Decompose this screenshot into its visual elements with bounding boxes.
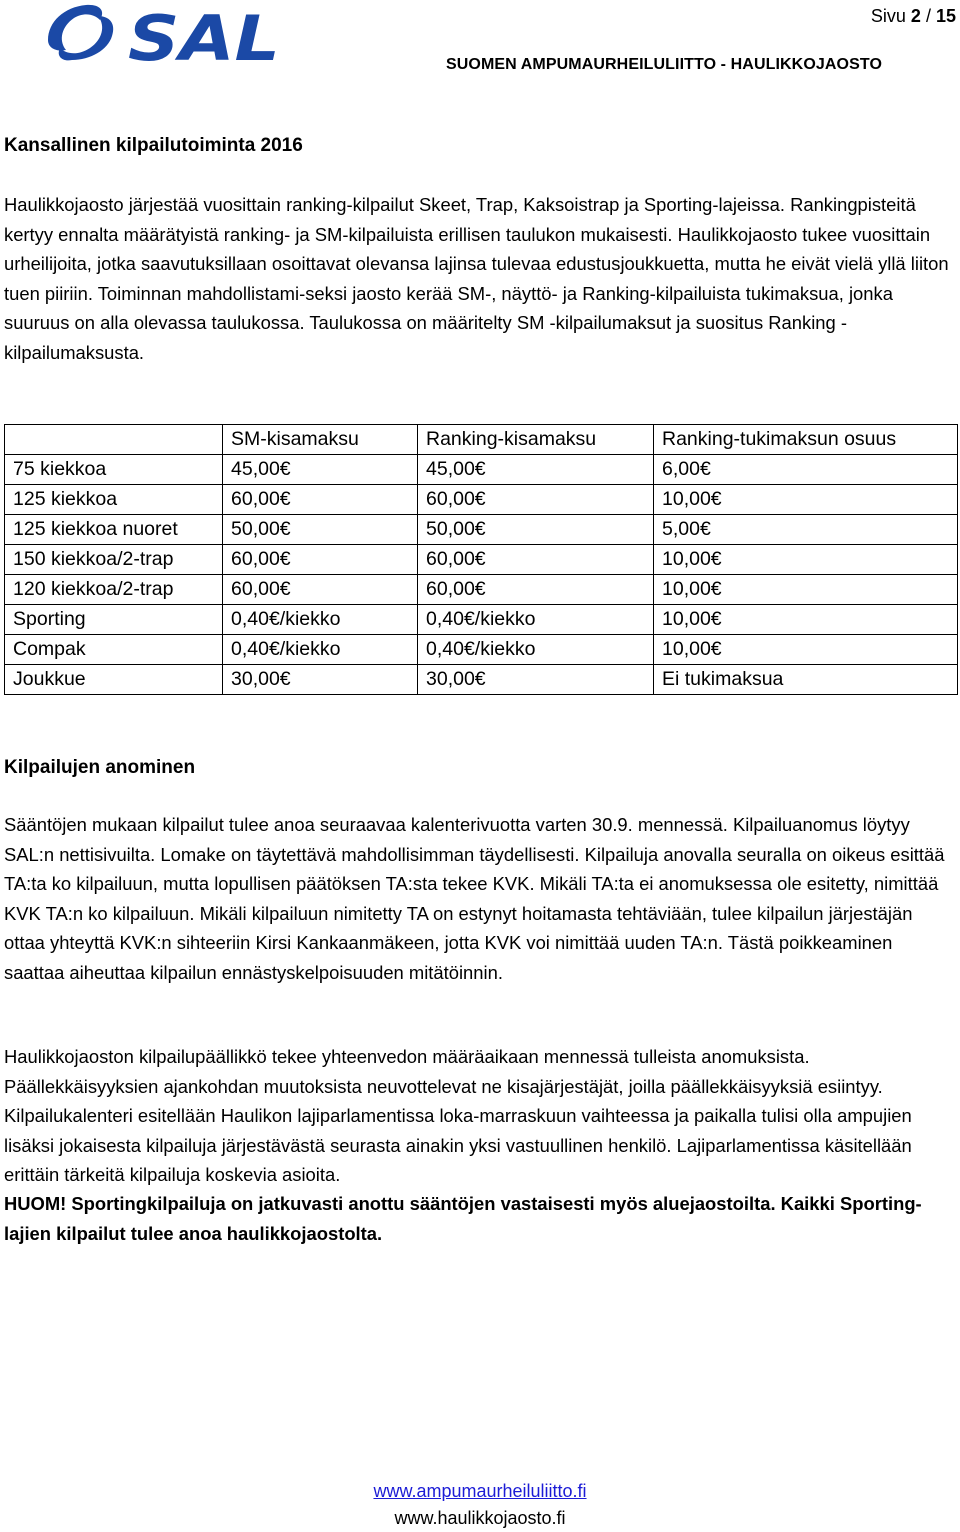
organization-name: SUOMEN AMPUMAURHEILULIITTO - HAULIKKOJAOSTO (445, 56, 882, 73)
table-cell: 45,00€ (418, 455, 654, 485)
table-row (5, 575, 958, 605)
table-row (5, 605, 958, 635)
table-cell: Compak (5, 635, 223, 665)
table-row (5, 545, 958, 575)
page-current: 2 (910, 6, 921, 26)
section-title-kansallinen: Kansallinen kilpailutoiminta 2016 (4, 135, 303, 156)
header-cell: Ranking-tukimaksun osuus (654, 425, 958, 455)
table-row (5, 455, 958, 485)
table-row (5, 635, 958, 665)
header-cell: SM-kisamaksu (223, 425, 418, 455)
table-row (5, 665, 958, 695)
table-cell: 30,00€ (418, 665, 654, 695)
table-cell: 60,00€ (418, 575, 654, 605)
table-cell: 0,40€/kiekko (223, 635, 418, 665)
footer-link-ampumaurheiluliitto[interactable]: www.ampumaurheiluliitto.fi (373, 1481, 587, 1501)
table-cell: 150 kiekkoa/2-trap (5, 545, 223, 575)
table-cell: 60,00€ (418, 485, 654, 515)
page-total: 15 (935, 6, 956, 26)
table-cell: 125 kiekkoa (5, 485, 223, 515)
section-title-anominen: Kilpailujen anominen (4, 757, 196, 778)
table-cell: 10,00€ (654, 605, 958, 635)
table-cell: Joukkue (5, 665, 223, 695)
table-cell: 10,00€ (654, 485, 958, 515)
table-cell: 5,00€ (654, 515, 958, 545)
huom-notice: HUOM! Sportingkilpailuja on jatkuvasti anottu sääntöjen vastaisesti myös aluejaostoilta. Kaikki Sporting-lajien kilpailut tulee anoa haulikkojaostolta. (4, 1193, 922, 1244)
intro-paragraph: Haulikkojaosto järjestää vuosittain ranking-kilpailut Skeet, Trap, Kaksoistrap ja Sporting-lajeissa. Rankingpisteitä kertyy ennalta määrätyistä ranking- ja SM-kilpailuista erillisen taulukon mukaisesti. Haulikkojaosto tukee vuosittain urheilijoita, jotka saavutuksillaan osoittavat olevansa lajinsa tulevaa edustusjoukkuetta, mutta he eivät vielä yllä liiton tuen piiriin. Toiminnan mahdollistami-seksi jaosto kerää SM-, näyttö- ja Ranking-kilpailuista tukimaksua, jonka suuruus on alla olevassa taulukossa. Taulukossa on määritelty SM -kilpailumaksut ja suositus Ranking -kilpailumaksusta. (4, 194, 949, 363)
table-cell: 60,00€ (418, 545, 654, 575)
table-cell: 0,40€/kiekko (418, 605, 654, 635)
table-row (5, 485, 958, 515)
table-cell: 75 kiekkoa (5, 455, 223, 485)
paallikko-paragraph: Haulikkojaoston kilpailupäällikkö tekee yhteenvedon määräaikaan mennessä tulleista anomuksista. Päällekkäisyyksien ajankohdan muutoksista neuvottelevat ne kisajärjestäjät, joilla päällekkäisyyksiä esiintyy. Kilpailukalenteri esitellään Haulikon lajiparlamentissa loka-marraskuun vaihteessa ja paikalla tulisi olla ampujien lisäksi jokaisesta kilpailuja järjestävästä seurasta ainakin yksi vastuullinen henkilö. Lajiparlamentissa käsitellään erittäin tärkeitä kilpailuja koskevia asioita. (4, 1046, 912, 1185)
table-cell: Sporting (5, 605, 223, 635)
table-cell: 10,00€ (654, 575, 958, 605)
fee-table (4, 424, 958, 695)
table-cell: 125 kiekkoa nuoret (5, 515, 223, 545)
anominen-paragraph: Sääntöjen mukaan kilpailut tulee anoa seuraavaa kalenterivuotta varten 30.9. mennessä. Kilpailuanomus löytyy SAL:n nettisivuilta. Lomake on täytettävä mahdollisimman täydellisesti. Kilpailuja anovalla seuralla on oikeus esittää TA:ta ko kilpailuun, mutta lopullisen päätöksen TA:sta tekee KVK. Mikäli TA:ta ei anomuksessa ole esitetty, nimittää KVK TA:n ko kilpailuun. Mikäli kilpailuun nimitetty TA on estynyt hoitamasta tehtäviään, tulee kilpailun järjestäjän ottaa yhteyttä KVK:n sihteeriin Kirsi Kankaanmäkeen, jotta KVK voi nimittää uuden TA:n. Tästä poikkeaminen saattaa aiheuttaa kilpailun ennästyskelpoisuuden mitätöinnin. (4, 814, 945, 983)
table-cell: Ei tukimaksua (654, 665, 958, 695)
table-cell: 60,00€ (223, 575, 418, 605)
footer-link-haulikkojaosto[interactable]: www.haulikkojaosto.fi (394, 1508, 566, 1528)
table-cell: 120 kiekkoa/2-trap (5, 575, 223, 605)
page-label: Sivu (870, 6, 906, 26)
table-cell: 30,00€ (223, 665, 418, 695)
page-separator: / (925, 6, 931, 26)
page-number (871, 6, 956, 27)
table-cell: 60,00€ (223, 545, 418, 575)
logo-text: SAL (128, 2, 280, 68)
table-cell: 45,00€ (223, 455, 418, 485)
table-cell: 50,00€ (223, 515, 418, 545)
sal-logo (44, 2, 286, 68)
header-cell (5, 425, 223, 455)
table-cell: 0,40€/kiekko (418, 635, 654, 665)
table-cell: 10,00€ (654, 545, 958, 575)
header-cell: Ranking-kisamaksu (418, 425, 654, 455)
table-cell: 6,00€ (654, 455, 958, 485)
table-header-row (5, 425, 958, 455)
table-row (5, 515, 958, 545)
table-cell: 0,40€/kiekko (223, 605, 418, 635)
table-cell: 50,00€ (418, 515, 654, 545)
table-cell: 60,00€ (223, 485, 418, 515)
table-cell: 10,00€ (654, 635, 958, 665)
